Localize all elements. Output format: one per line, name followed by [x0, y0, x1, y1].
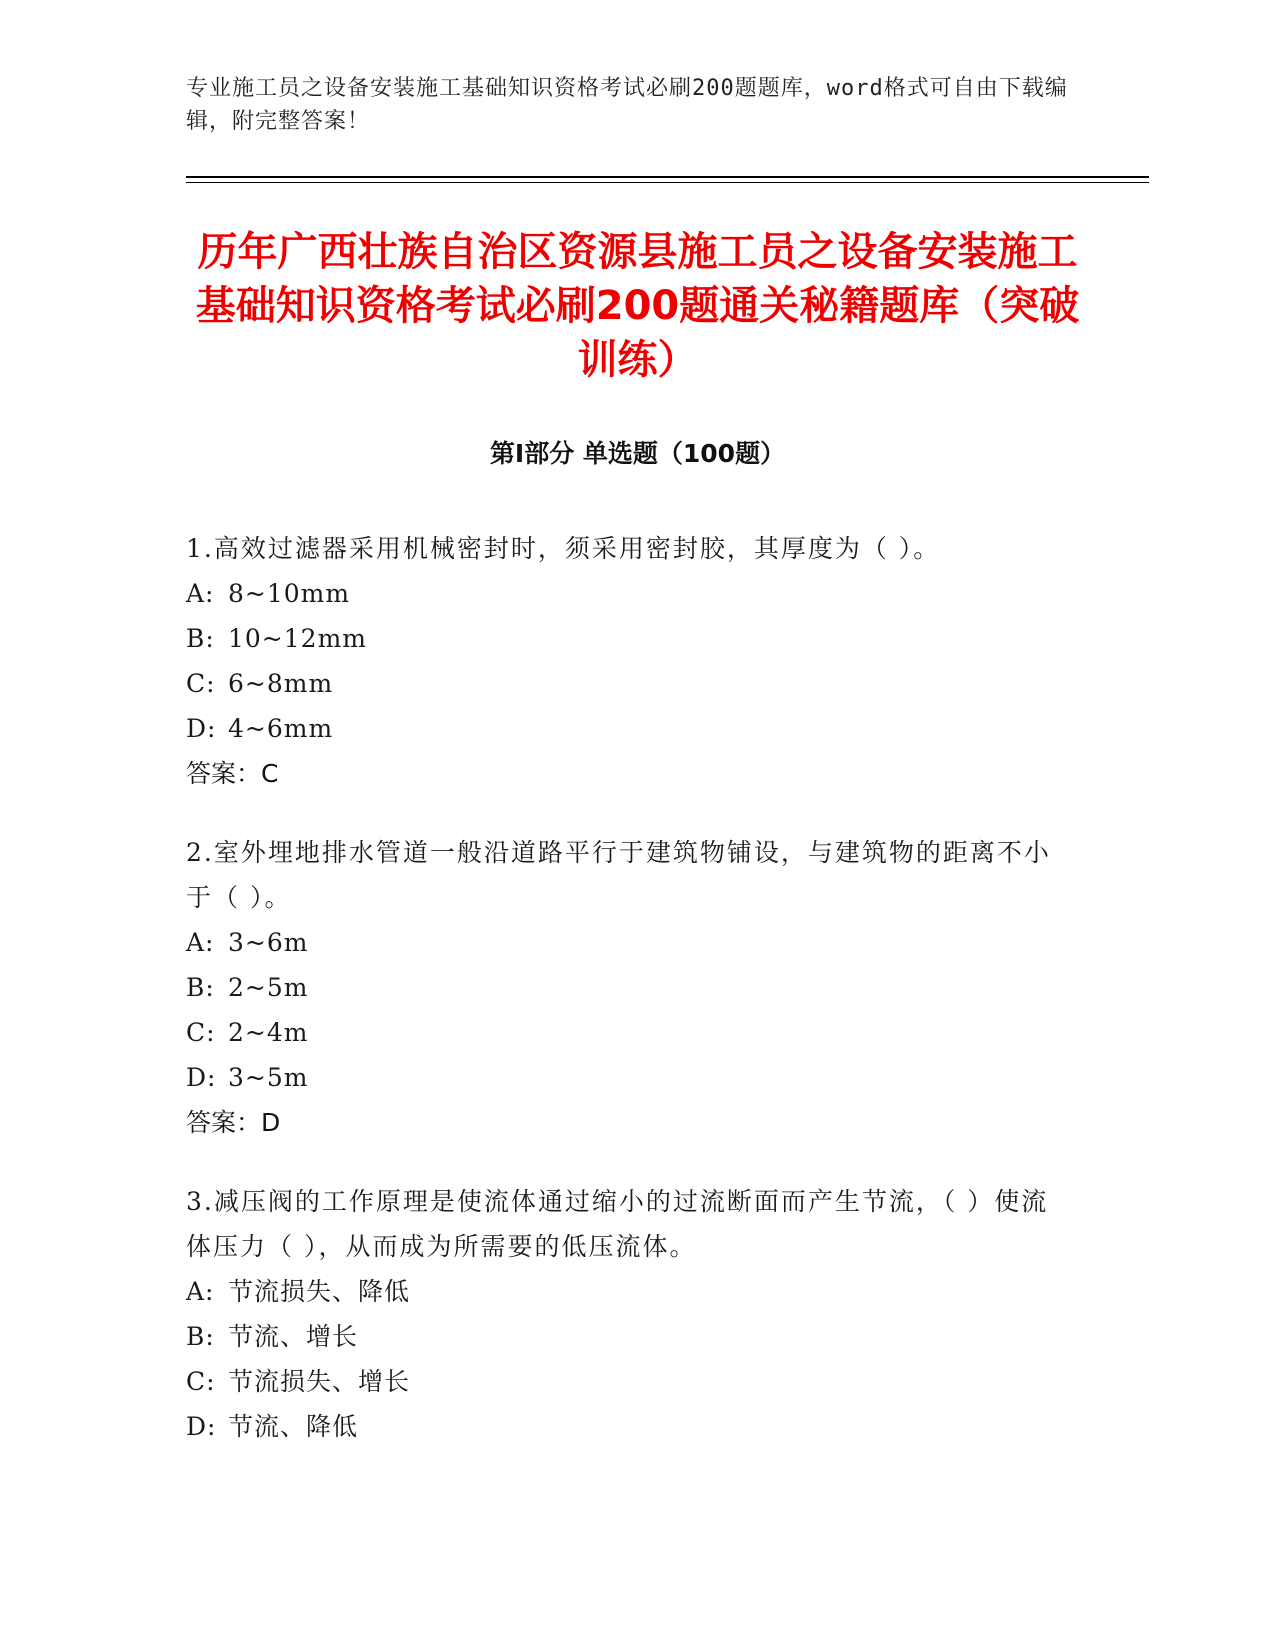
option-c [186, 1010, 1066, 1055]
option-c [186, 661, 1066, 706]
question-stem: 3.减压阀的工作原理是使流体通过缩小的过流断面而产生节流，（ ）使流体压力（ ），从而成为所需要的低压流体。 [186, 1187, 1049, 1261]
question-stem: 1.高效过滤器采用机械密封时，须采用密封胶，其厚度为（ ）。 [186, 534, 941, 563]
option-key: B: [186, 973, 215, 1002]
header-divider-thick [186, 176, 1149, 178]
option-text: 10~12mm [228, 624, 367, 653]
option-key: B: [186, 1322, 215, 1351]
answer-line: 答案：C [186, 759, 279, 788]
option-a [186, 920, 1066, 965]
question-2 [186, 830, 1066, 1145]
section-heading: 第Ⅰ部分 单选题（100题） [489, 439, 786, 468]
option-d [186, 1055, 1066, 1100]
option-text: 3~6m [228, 928, 309, 957]
option-text: 6~8mm [228, 669, 334, 698]
option-a [186, 571, 1066, 616]
option-a [186, 1269, 1066, 1314]
option-b [186, 965, 1066, 1010]
option-key: A: [186, 1277, 215, 1306]
option-key: C: [186, 669, 216, 698]
question-list [186, 526, 1066, 1483]
option-d [186, 1404, 1066, 1449]
option-key: D: [186, 1412, 217, 1441]
question-stem: 2.室外埋地排水管道一般沿道路平行于建筑物铺设，与建筑物的距离不小于（ ）。 [186, 838, 1051, 912]
question-1 [186, 526, 1066, 796]
option-text: 节流、降低 [228, 1412, 359, 1441]
option-c [186, 1359, 1066, 1404]
option-key: D: [186, 714, 217, 743]
answer-line: 答案：D [186, 1108, 281, 1137]
option-d [186, 706, 1066, 751]
option-b [186, 616, 1066, 661]
header-divider-thin [186, 182, 1149, 183]
option-text: 2~4m [228, 1018, 309, 1047]
option-key: A: [186, 928, 215, 957]
option-text: 节流、增长 [228, 1322, 359, 1351]
option-b [186, 1314, 1066, 1359]
option-text: 节流损失、增长 [228, 1367, 411, 1396]
question-3 [186, 1179, 1066, 1449]
option-key: A: [186, 579, 215, 608]
option-text: 4~6mm [228, 714, 334, 743]
document-title: 历年广西壮族自治区资源县施工员之设备安装施工基础知识资格考试必刷200题通关秘籍题库（突破训练） [195, 229, 1080, 383]
option-text: 2~5m [228, 973, 309, 1002]
option-text: 8~10mm [228, 579, 351, 608]
header-note: 专业施工员之设备安装施工基础知识资格考试必刷200题题库，word格式可自由下载编辑，附完整答案！ [186, 76, 1068, 134]
option-key: C: [186, 1367, 216, 1396]
option-key: D: [186, 1063, 217, 1092]
option-key: C: [186, 1018, 216, 1047]
option-text: 节流损失、降低 [228, 1277, 411, 1306]
option-text: 3~5m [228, 1063, 309, 1092]
option-key: B: [186, 624, 215, 653]
